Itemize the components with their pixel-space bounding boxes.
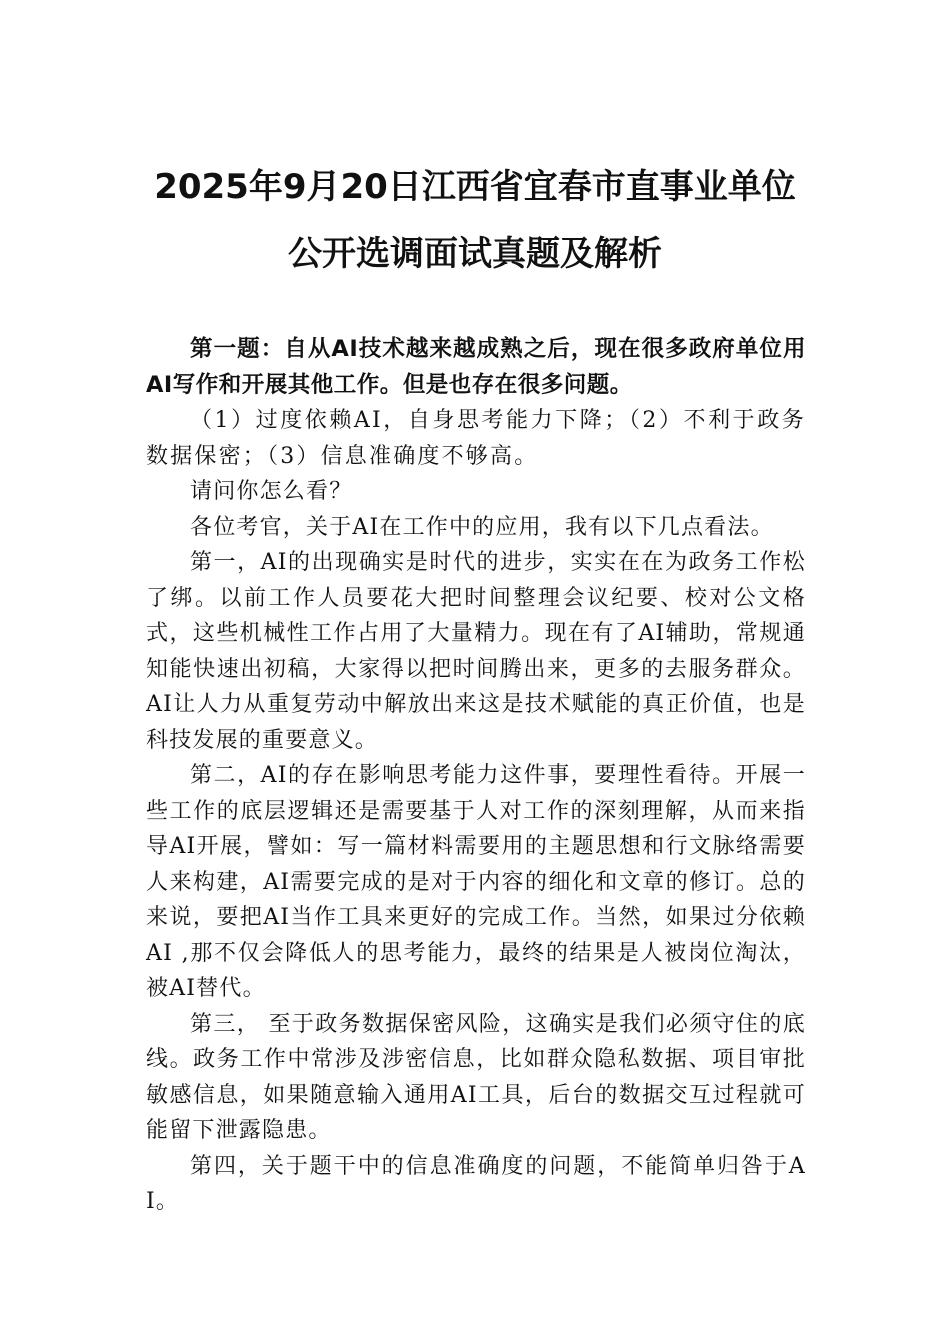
question-paragraph: 第一题：自从AI技术越来越成熟之后，现在很多政府单位用AI写作和开展其他工作。但是也存在很多问题。 [146,336,806,398]
answer-point-2-paragraph: 第二，AI的存在影响思考能力这件事，要理性看待。开展一些工作的底层逻辑还是需要基于人对工作的深刻理解，从而来指导AI开展，譬如：写一篇材料需要用的主题思想和行文脉络需要人来构建，AI需要完成的是对于内容的细化和文章的修订。总的来说，要把AI当作工具来更好的完成工作。当然，如果过分依赖AI ,那不仅会降低人的思考能力，最终的结果是人被岗位淘汰，被AI替代。 [146,763,806,1001]
document-title-line-1: 2025年9月20日江西省宜春市直事业单位 [154,167,796,207]
document-body [146,332,806,1220]
question-problems-paragraph: （1）过度依赖AI，自身思考能力下降；（2）不利于政务数据保密；（3）信息准确度不够高。 [146,408,806,469]
answer-point-1-paragraph: 第一，AI的出现确实是时代的进步，实实在在为政务工作松了绑。以前工作人员要花大把时间整理会议纪要、校对公文格式，这些机械性工作占用了大量精力。现在有了AI辅助，常规通知能快速出初稿，大家得以把时间腾出来，更多的去服务群众。AI让人力从重复劳动中解放出来这是技术赋能的真正价值，也是科技发展的重要意义。 [146,550,806,753]
document-title-line-2: 公开选调面试真题及解析 [288,234,662,274]
answer-point-4-paragraph: 第四，关于题干中的信息准确度的问题，不能简单归咎于AI。 [146,1153,806,1214]
answer-point-3-paragraph: 第三， 至于政务数据保密风险，这确实是我们必须守住的底线。政务工作中常涉及涉密信息，比如群众隐私数据、项目审批敏感信息，如果随意输入通用AI工具，后台的数据交互过程就可能留下泄露隐患。 [146,1011,806,1143]
answer-intro-paragraph: 各位考官，关于AI在工作中的应用，我有以下几点看法。 [190,514,774,540]
question-prompt-paragraph: 请问你怎么看？ [190,479,353,504]
